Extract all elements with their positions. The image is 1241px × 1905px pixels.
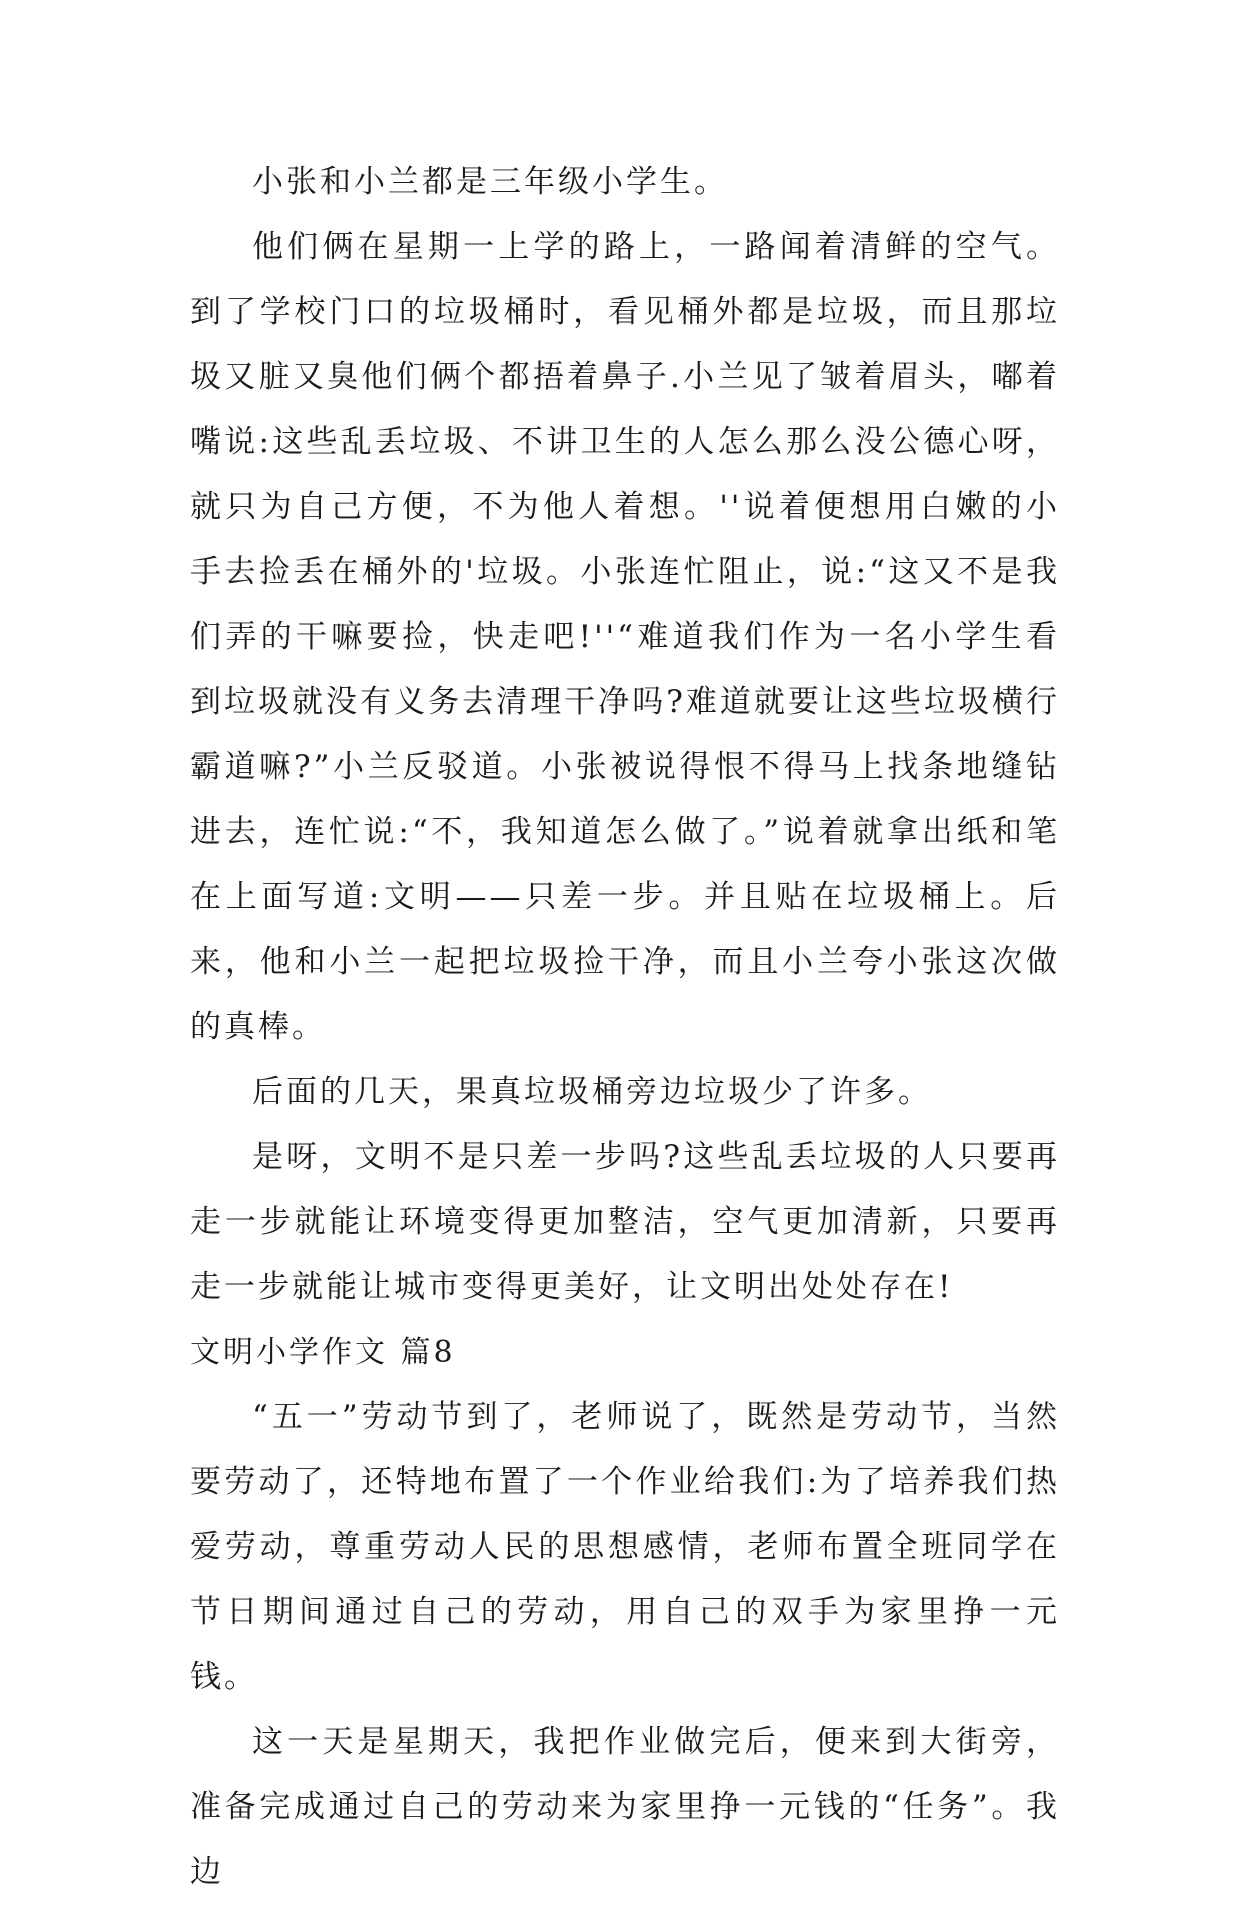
paragraph-conclusion: 是呀，文明不是只差一步吗?这些乱丢垃圾的人只要再走一步就能让环境变得更加整洁，空气更加清新，只要再走一步就能让城市变得更美好，让文明出处处存在! xyxy=(190,1139,1060,1305)
paragraph-sunday: 这一天是星期天，我把作业做完后，便来到大街旁，准备完成通过自己的劳动来为家里挣一元钱的“任务”。我边 xyxy=(190,1724,1060,1890)
document-body xyxy=(190,150,1060,1905)
paragraph-story: 他们俩在星期一上学的路上，一路闻着清鲜的空气。到了学校门口的垃圾桶时，看见桶外都是垃圾，而且那垃圾又脏又臭他们俩个都捂着鼻子.小兰见了皱着眉头，嘟着嘴说:这些乱丢垃圾、不讲卫生的人怎么那么没公德心呀，就只为自己方便，不为他人着想。''说着便想用白嫩的小手去捡丢在桶外的'垃圾。小张连忙阻止，说:“这又不是我们弄的干嘛要捡，快走吧!''“难道我们作为一名小学生看到垃圾就没有义务去清理干净吗?难道就要让这些垃圾横行霸道嘛?”小兰反驳道。小张被说得恨不得马上找条地缝钻进去，连忙说:“不，我知道怎么做了。”说着就拿出纸和笔在上面写道:文明——只差一步。并且贴在垃圾桶上。后来，他和小兰一起把垃圾捡干净，而且小兰夸小张这次做的真棒。 xyxy=(190,229,1060,1045)
paragraph-later: 后面的几天，果真垃圾桶旁边垃圾少了许多。 xyxy=(252,1074,932,1110)
paragraph-labor-day: “五一”劳动节到了，老师说了，既然是劳动节，当然要劳动了，还特地布置了一个作业给我们:为了培养我们热爱劳动，尊重劳动人民的思想感情，老师布置全班同学在节日期间通过自己的劳动，用自己的双手为家里挣一元钱。 xyxy=(190,1399,1060,1695)
section-heading: 文明小学作文 篇8 xyxy=(190,1335,456,1370)
paragraph-intro: 小张和小兰都是三年级小学生。 xyxy=(252,164,728,200)
